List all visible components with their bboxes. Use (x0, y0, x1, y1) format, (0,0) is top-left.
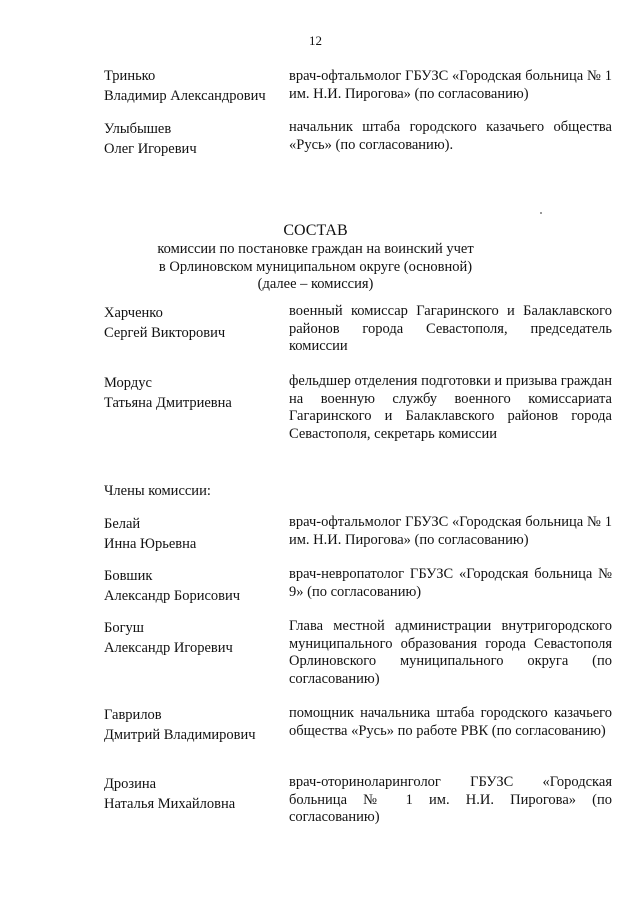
given-names: Дмитрий Владимирович (104, 727, 256, 743)
given-names: Александр Борисович (104, 588, 241, 604)
person-name (104, 774, 284, 814)
given-names: Александр Игоревич (104, 640, 233, 656)
title-line: в Орлиновском муниципальном округе (основной) (158, 258, 473, 275)
surname: Белай (104, 516, 141, 532)
given-names: Наталья Михайловна (104, 796, 236, 812)
person-name (104, 566, 284, 606)
person-role: Глава местной администрации внутригородского муниципального образования города Севастополя Орлиновского муниципального округа (по согласованию) (289, 618, 612, 687)
page-number: 12 (309, 33, 322, 48)
person-role: военный комиссар Гагаринского и Балаклавского районов города Севастополя, председатель комиссии (289, 303, 612, 354)
person-name (104, 705, 284, 745)
person-name (104, 373, 284, 413)
person-name (104, 303, 284, 343)
surname: Улыбышев (104, 121, 172, 137)
scan-mark (540, 212, 542, 214)
surname: Богуш (104, 620, 144, 636)
surname: Мордус (104, 375, 152, 391)
surname: Дрозина (104, 776, 157, 792)
members-heading: Члены комиссии: (104, 483, 211, 499)
person-role: начальник штаба городского казачьего общества «Русь» (по согласованию). (289, 119, 612, 153)
given-names: Олег Игоревич (104, 141, 197, 157)
person-role: врач-офтальмолог ГБУЗС «Городская больница № 1 им. Н.И. Пирогова» (по согласованию) (289, 68, 612, 102)
person-role: врач-невропатолог ГБУЗС «Городская больница № 9» (по согласованию) (289, 566, 612, 600)
surname: Гаврилов (104, 707, 162, 723)
person-role: врач-оториноларинголог ГБУЗС «Городская больница № 1 им. Н.И. Пирогова» (по согласованию) (289, 774, 612, 825)
section-title (0, 221, 631, 294)
person-name (104, 514, 284, 554)
person-role: помощник начальника штаба городского казачьего общества «Русь» по работе РВК (по согласованию) (289, 705, 612, 739)
person-role: врач-офтальмолог ГБУЗС «Городская больница № 1 им. Н.И. Пирогова» (по согласованию) (289, 514, 612, 548)
given-names: Сергей Викторович (104, 325, 226, 341)
surname: Харченко (104, 305, 163, 321)
surname: Тринько (104, 68, 156, 84)
title-heading: СОСТАВ (283, 222, 348, 239)
given-names: Инна Юрьевна (104, 536, 197, 552)
person-name (104, 618, 284, 658)
title-line: комиссии по постановке граждан на воинский учет (157, 241, 474, 257)
person-name (104, 66, 284, 106)
person-name (104, 119, 284, 159)
given-names: Татьяна Дмитриевна (104, 395, 232, 411)
title-line: (далее – комиссия) (257, 276, 374, 292)
person-role: фельдшер отделения подготовки и призыва граждан на военную службу военного комиссариата Гагаринского и Балаклавского районов города Севастополя, секретарь комиссии (289, 373, 612, 442)
surname: Бовшик (104, 568, 153, 584)
given-names: Владимир Александрович (104, 88, 266, 104)
